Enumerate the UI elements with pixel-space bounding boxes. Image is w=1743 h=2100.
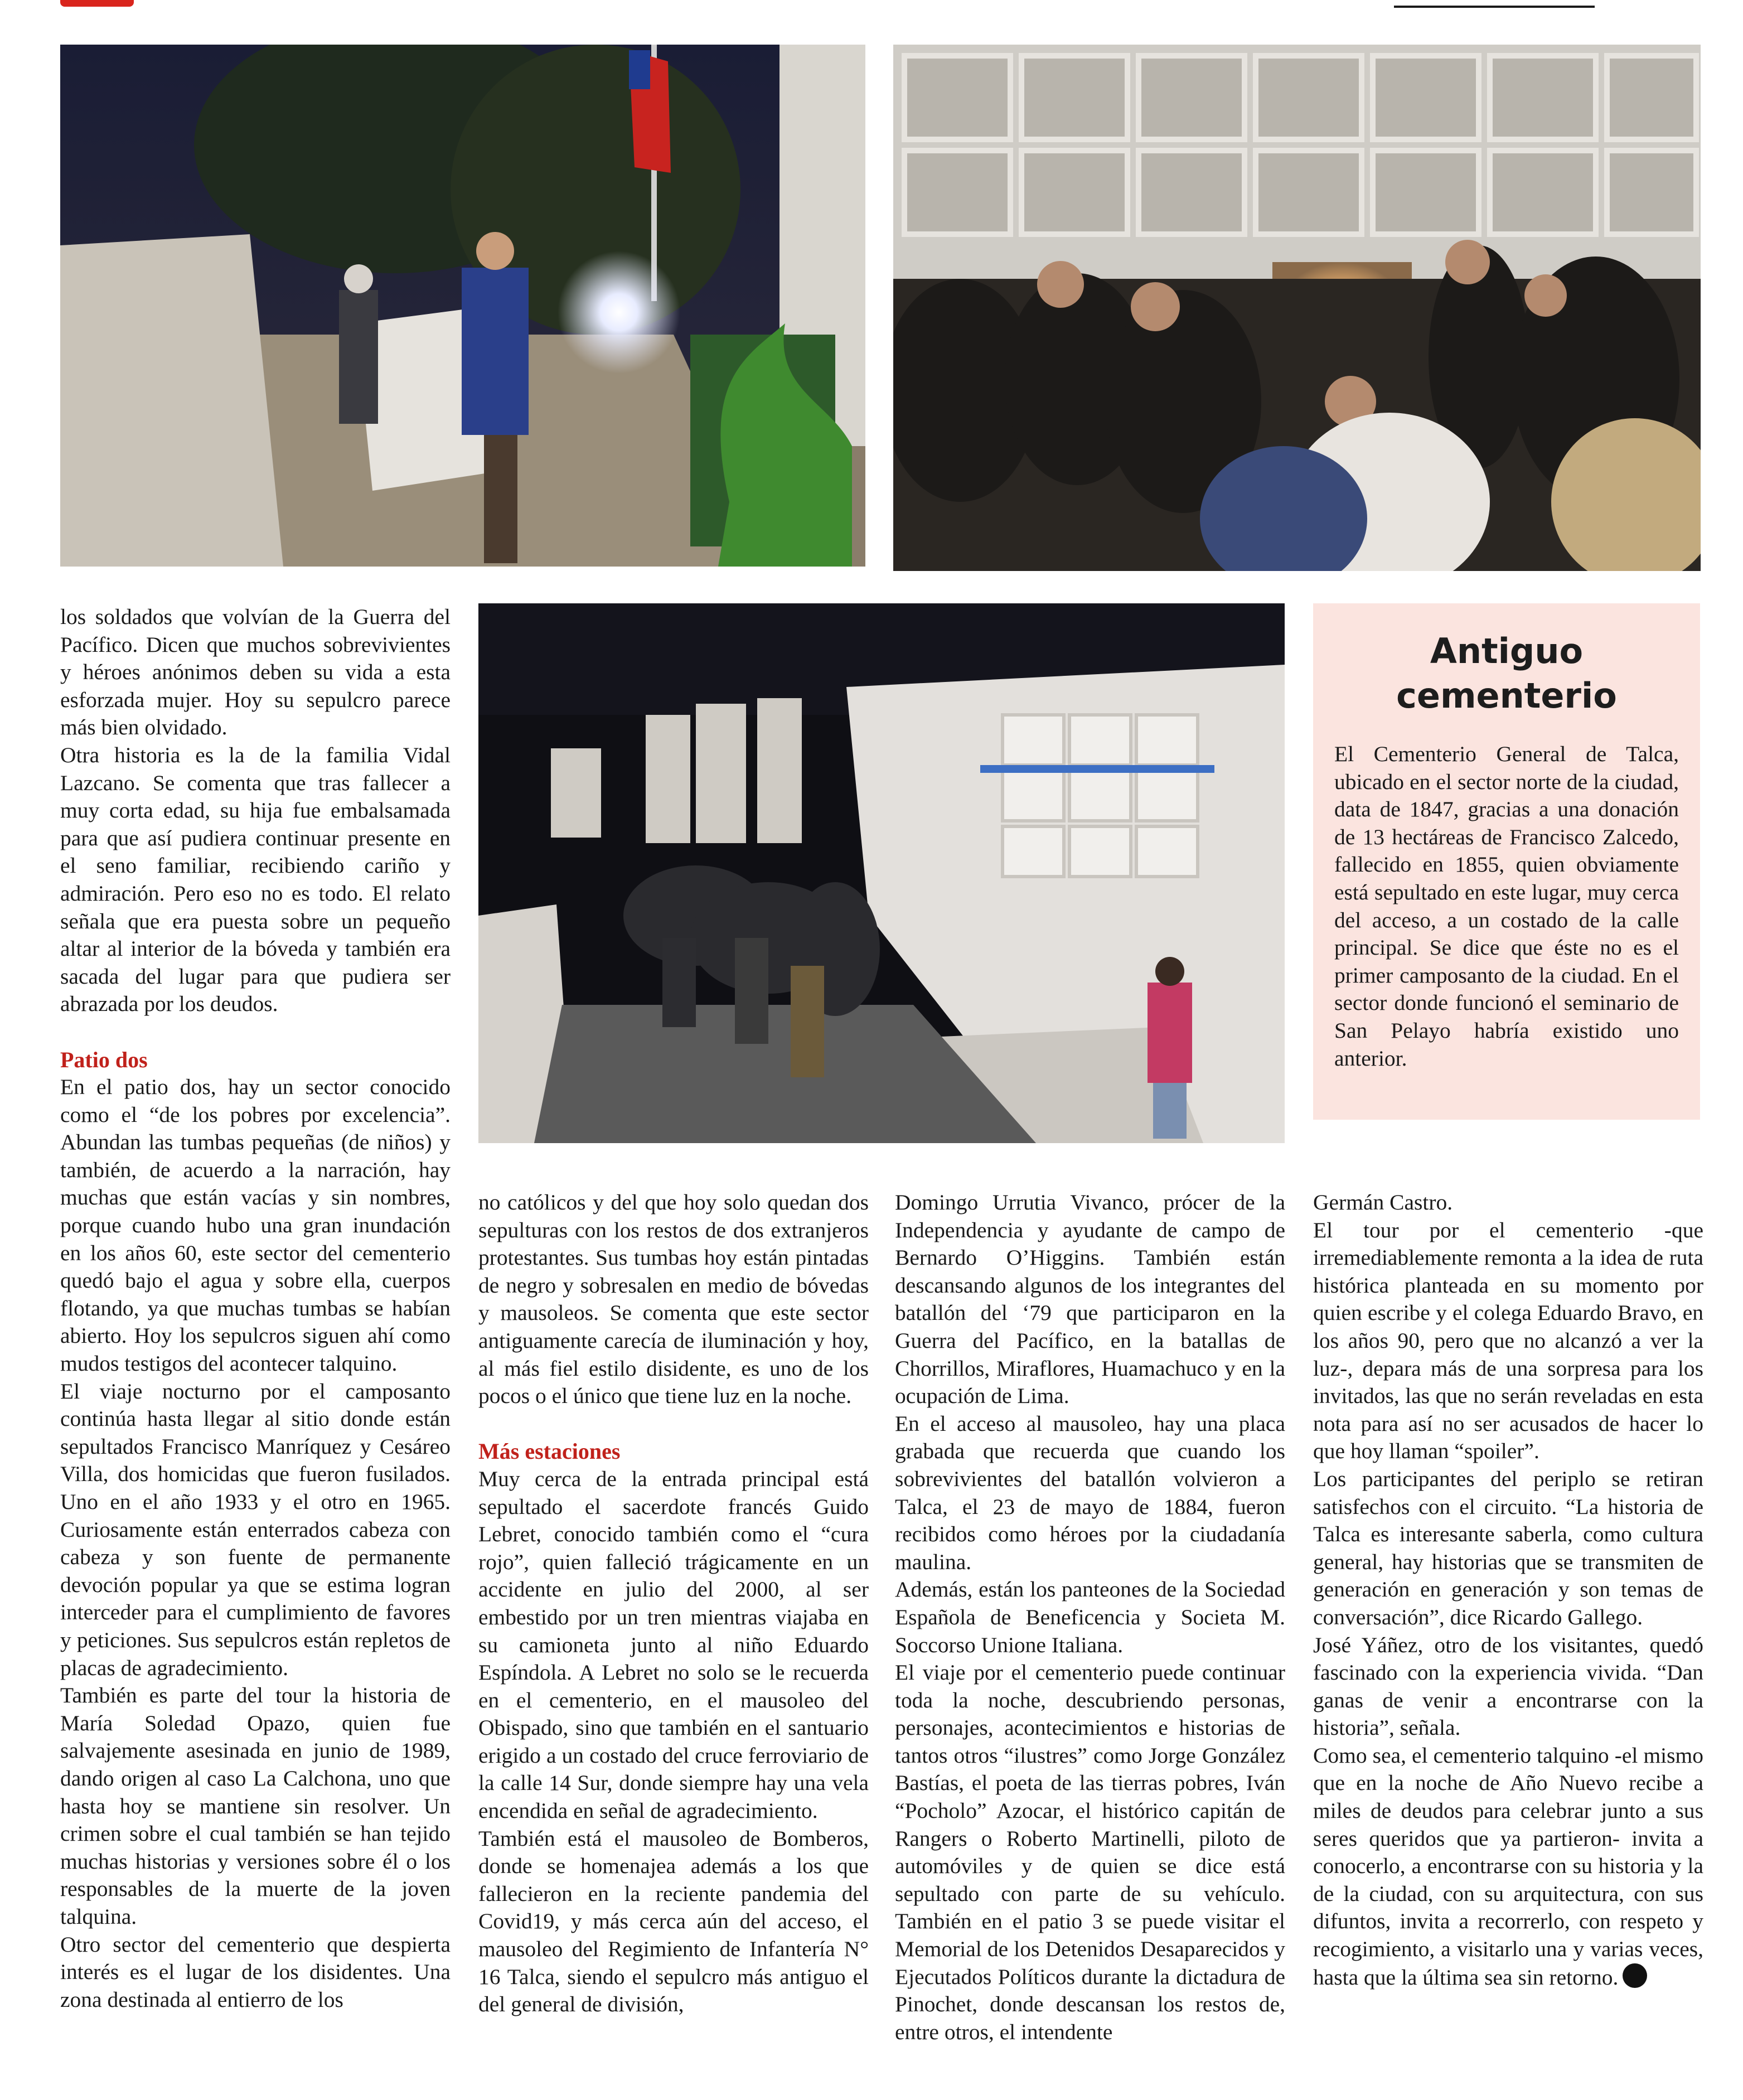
article-column-2 (478, 1189, 869, 2019)
paragraph-final (1313, 1742, 1703, 1991)
photo-cemetery-tour (478, 603, 1285, 1143)
sidebar-body: El Cementerio General de Talca, ubicado en el sector norte de la ciudad, data de 1847, gracias a una donación de 13 hectáreas de Francisco Zalcedo, fallecido en 1855, quien obviamente está sepultado en este lugar, muy cerca del acceso, a un costado de la calle principal. Se dice que éste no es el primer camposanto de la ciudad. En el sector donde funcionó el seminario de San Pelayo habría existido uno anterior. (1334, 742, 1679, 1071)
paragraph: También está el mausoleo de Bomberos, donde se homenajea además a los que fallecieron en la reciente pandemia del Covid19, y más cerca aún del acceso, el mausoleo del Regimiento de Infantería N° 16 Talca, siendo el sepulcro más antiguo el del general de división, (478, 1826, 869, 2017)
article-column-4 (1313, 1189, 1703, 1991)
paragraph: no católicos y del que hoy solo quedan dos sepulturas con los restos de dos extranjeros protestantes. Sus tumbas hoy están pintadas de negro y sobresalen en medio de bóvedas y mausoleos. Se comenta que este sector antiguamente carecía de iluminación y hoy, al más fiel estilo disidente, es uno de los pocos o el único que tiene luz en la noche. (478, 1190, 869, 1409)
paragraph: El viaje por el cementerio puede continuar toda la noche, descubriendo personas, personajes, acontecimientos e historias de tantos otros “ilustres” como Jorge González Bastías, el poeta de las tierras pobres, Iván “Pocholo” Azocar, el histórico capitán de Rangers o Roberto Martinelli, piloto de automóviles y de quien se dice está sepultado con parte de su vehículo. También en el patio 3 se puede visitar el Memorial de los Detenidos Desaparecidos y Ejecutados Políticos durante la dictadura de Pinochet, donde descansan los restos de, entre otros, el intendente (895, 1660, 1285, 2044)
end-of-article-icon (1623, 1963, 1647, 1988)
paragraph: Muy cerca de la entrada principal está sepultado el sacerdote francés Guido Lebret, conocido también como el “cura rojo”, quien falleció trágicamente en un accidente en julio del 2000, al ser embestido por un tren mientras viajaba en su camioneta junto al niño Eduardo Espíndola. A Lebret no solo se le recuerda en el cementerio, en el mausoleo del Obispado, sino que también en el santuario erigido a un costado del cruce ferroviario de la calle 14 Sur, donde siempre hay una vela encendida en señal de agradecimiento. (478, 1466, 869, 1823)
paragraph: Además, están los panteones de la Sociedad Española de Beneficencia y Societa M. Soccorso Unione Italiana. (895, 1577, 1285, 1657)
paragraph: Los participantes del periplo se retiran satisfechos con el circuito. “La historia de Talca es interesante saberla, como cultura general, hay historias que se transmiten de generación en generación y son temas de conversación”, dice Ricardo Gallego. (1313, 1466, 1703, 1629)
paragraph: los soldados que volvían de la Guerra del Pacífico. Dicen que muchos sobrevivientes y héroes anónimos deben su vida a esta esforzada mujer. Hoy su sepulcro parece más bien olvidado. (60, 604, 451, 740)
sidebar-box-antiguo-cementerio (1313, 603, 1700, 1120)
paragraph: Domingo Urrutia Vivanco, prócer de la Independencia y ayudante de campo de Bernardo O’Higgins. También están descansando algunos de los integrantes del batallón del ‘79 que participaron en la Guerra del Pacífico, en la batallas de Chorrillos, Miraflores, Huamachuco y en la ocupación de Lima. (895, 1190, 1285, 1409)
subheading-mas-estaciones: Más estaciones (478, 1439, 621, 1464)
paragraph-final-text: Como sea, el cementerio talquino -el mismo que en la noche de Año Nuevo recibe a miles de deudos para celebrar junto a sus seres queridos que ya partieron- invita a conocerlo, a encontrarse con su historia y la de la ciudad, con su arquitectura, con sus difuntos, invita a recorrerlo, con respeto y recogimiento, a visitarlo una y varias veces, hasta que la última sea sin retorno. (1313, 1743, 1703, 1990)
paragraph: También es parte del tour la historia de María Soledad Opazo, quien fue salvajemente asesinada en junio de 1989, dando origen al caso La Calchona, uno que hasta hoy se mantiene sin resolver. Un crimen sobre el cual también se han tejido muchas historias y versiones sobre él o los responsables de la muerte de la joven talquina. (60, 1683, 451, 1929)
paragraph: El viaje nocturno por el camposanto continúa hasta llegar al sitio donde están sepultados Francisco Manríquez y Cesáreo Villa, dos homicidas que fueron fusilados. Uno en el año 1933 y el otro en 1965. Curiosamente están enterrados cabeza con cabeza y son fuente de permanente devoción popular ya que se estima logran interceder para el cumplimiento de favores y peticiones. Sus sepulcros están repletos de placas de agradecimiento. (60, 1378, 451, 1680)
photo-soldier-performer (60, 45, 865, 567)
paragraph: Otro sector del cementerio que despierta interés es el lugar de los disidentes. Una zona destinada al entierro de los (60, 1932, 451, 2012)
subheading-patio-dos: Patio dos (60, 1047, 148, 1072)
sidebar-title: Antiguo cementerio (1396, 631, 1617, 716)
section-tab (60, 0, 134, 7)
paragraph: El tour por el cementerio -que irremediablemente remonta a la idea de ruta histórica planteada en su momento por quien escribe y el colega Eduardo Bravo, en los años 90, pero que no alcanzó a ver la luz-, depara más de una sorpresa para los invitados, las que no serán reveladas en esta nota para así no ser acusados de hacer lo que hoy llaman “spoiler”. (1313, 1217, 1703, 1464)
paragraph: Germán Castro. (1313, 1190, 1453, 1214)
paragraph: En el acceso al mausoleo, hay una placa grabada que recuerda que cuando los sobrevivientes del batallón volvieron a Talca, el 23 de mayo de 1884, fueron recibidos como héroes por la ciudadanía maulina. (895, 1411, 1285, 1574)
paragraph: José Yáñez, otro de los visitantes, quedó fascinado con la experiencia vivida. “Dan ganas de venir a encontrarse con la historia”, señala. (1313, 1632, 1703, 1740)
paragraph: Otra historia es la de la familia Vidal Lazcano. Se comenta que tras fallecer a muy corta edad, su hija fue embalsamada para que así pudiera continuar presente en el seno familiar, recibiendo cariño y admiración. Pero eso no es todo. El relato señala que era puesta sobre un pequeño altar al interior de la bóveda y también era sacada del lugar para que pudiera ser abrazada por los deudos. (60, 742, 451, 1017)
article-column-1 (60, 603, 451, 2014)
header-rule (1394, 6, 1595, 8)
article-column-3 (895, 1189, 1285, 2046)
photo-crowd-niche (893, 45, 1701, 571)
paragraph: En el patio dos, hay un sector conocido como el “de los pobres por excelencia”. Abundan las tumbas pequeñas (de niños) y también, de acuerdo a la narración, hay muchas que están vacías y sin nombres, porque cuando hubo una gran inundación en los años 60, este sector del cementerio quedó bajo el agua y sobre ella, cuerpos flotando, ya que muchas tumbas se habían abierto. Hoy los sepulcros siguen ahí como mudos testigos del acontecer talquino. (60, 1075, 451, 1376)
